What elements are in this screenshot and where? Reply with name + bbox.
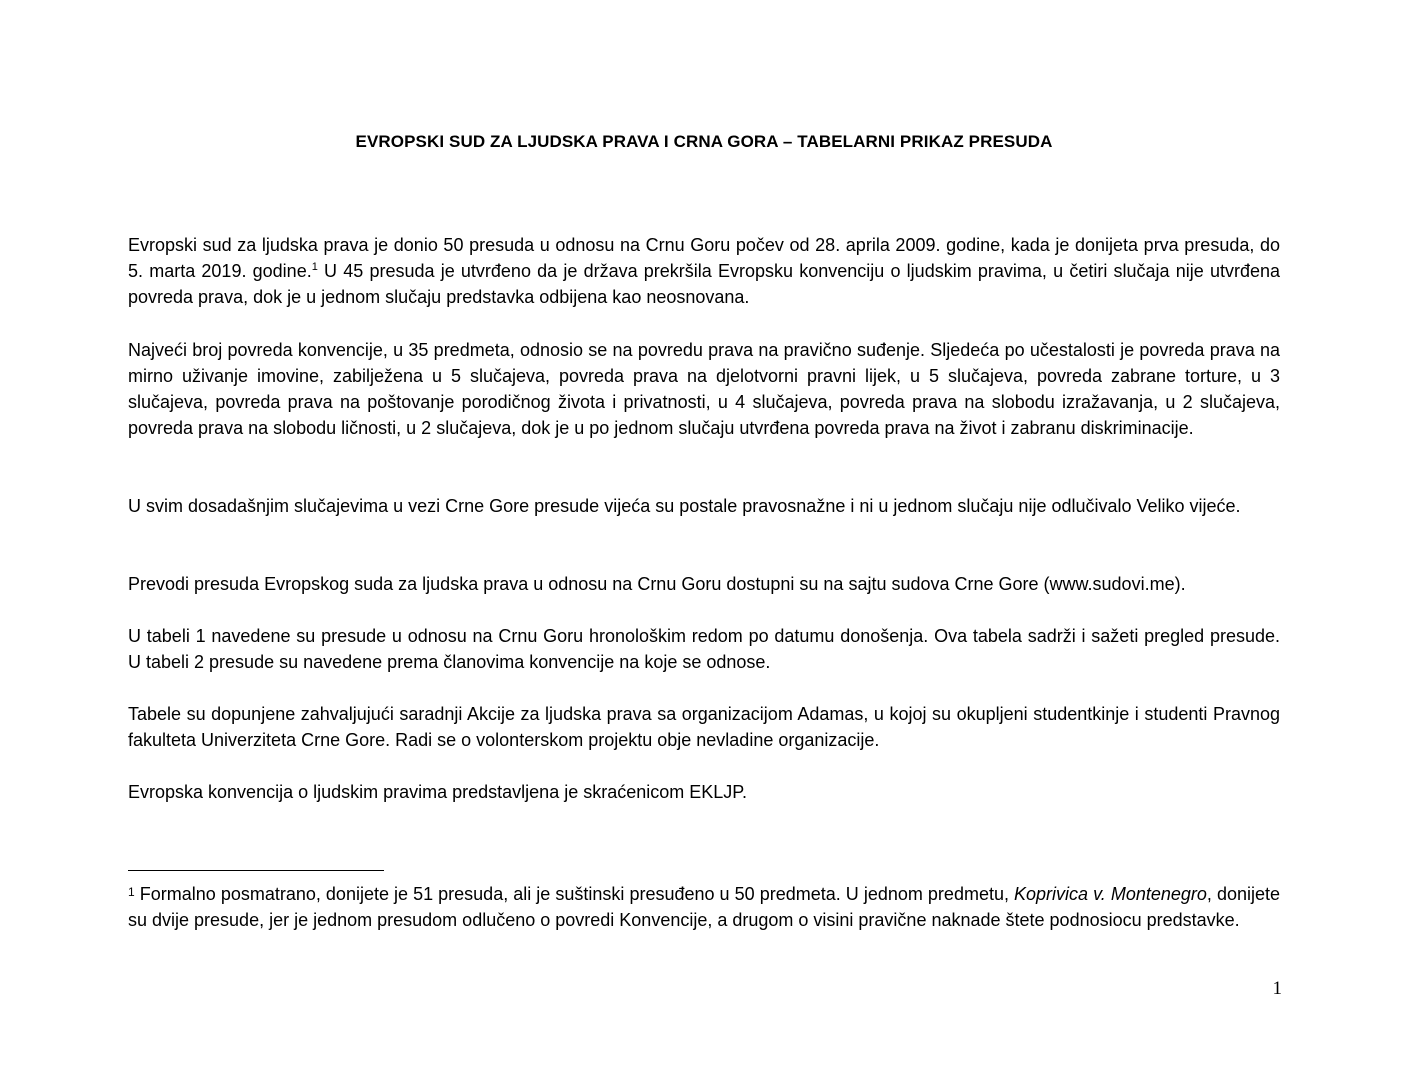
footnote-reference[interactable]: 1 — [311, 261, 318, 273]
violations-paragraph: Najveći broj povreda konvencije, u 35 predmeta, odnosio se na povredu prava na pravično suđenje. Sljedeća po učestalosti je povreda prava na mirno uživanje imovine, zabilježena u 5 slučajeva, povreda prava na djelotvorni pravni lijek, u 5 slučajeva, povreda zabrane torture, u 3 slučajeva, povreda prava na poštovanje porodičnog života i privatnosti, u 4 slučajeva, povreda prava na slobodu izražavanja, u 2 slučajeva, povreda prava na slobodu ličnosti, u 2 slučajeva, dok je u po jednom slučaju utvrđena povreda prava na život i zabranu diskriminacije. — [128, 340, 1280, 438]
page-number: 1 — [1272, 978, 1282, 999]
footnote — [128, 881, 1280, 933]
intro-paragraph — [128, 232, 1280, 310]
abbreviation-paragraph: Evropska konvencija o ljudskim pravima predstavljena je skraćenicom EKLJP. — [128, 782, 747, 802]
translations-paragraph: Prevodi presuda Evropskog suda za ljudska prava u odnosu na Crnu Goru dostupni su na sajtu sudova Crne Gore (www.sudovi.me). — [128, 574, 1186, 594]
tables-paragraph: U tabeli 1 navedene su presude u odnosu na Crnu Goru hronološkim redom po datumu donošenja. Ova tabela sadrži i sažeti pregled presude. U tabeli 2 presude su navedene prema članovima konvencije na koje se odnose. — [128, 626, 1280, 672]
footnote-text-end: , donijete su dvije presude, jer je jednom presudom odlučeno o povredi Konvencije, a drugom o visini pravične naknade štete podnosiocu predstavke. — [128, 884, 1281, 930]
footnote-text-start: Formalno posmatrano, donijete je 51 presuda, ali je suštinski presuđeno u 50 predmeta. U jednom predmetu, — [134, 884, 1015, 904]
footnote-divider — [128, 870, 384, 871]
footnote-case-name: Koprivica v. Montenegro — [1014, 884, 1207, 904]
finality-paragraph: U svim dosadašnjim slučajevima u vezi Crne Gore presude vijeća su postale pravosnažne i ni u jednom slučaju nije odlučivalo Veliko vijeće. — [128, 496, 1241, 516]
cooperation-paragraph: Tabele su dopunjene zahvaljujući saradnji Akcije za ljudska prava sa organizacijom Adamas, u kojoj su okupljeni studentkinje i studenti Pravnog fakulteta Univerziteta Crne Gore. Radi se o volonterskom projektu obje nevladine organizacije. — [128, 704, 1280, 750]
intro-text-end: U 45 presuda je utvrđeno da je država prekršila Evropsku konvenciju o ljudskim pravima, u četiri slučaja nije utvrđena povreda prava, dok je u jednom slučaju predstavka odbijena kao neosnovana. — [128, 261, 1281, 307]
page-title: EVROPSKI SUD ZA LJUDSKA PRAVA I CRNA GORA – TABELARNI PRIKAZ PRESUDA — [355, 132, 1053, 151]
intro-text-start: Evropski sud za ljudska prava je donio 50 presuda u odnosu na Crnu Goru počev od 28. aprila 2009. godine, kada je donijeta prva presuda, do 5. marta 2019. godine. — [128, 235, 1280, 281]
footnote-mark: 1 — [128, 885, 135, 899]
